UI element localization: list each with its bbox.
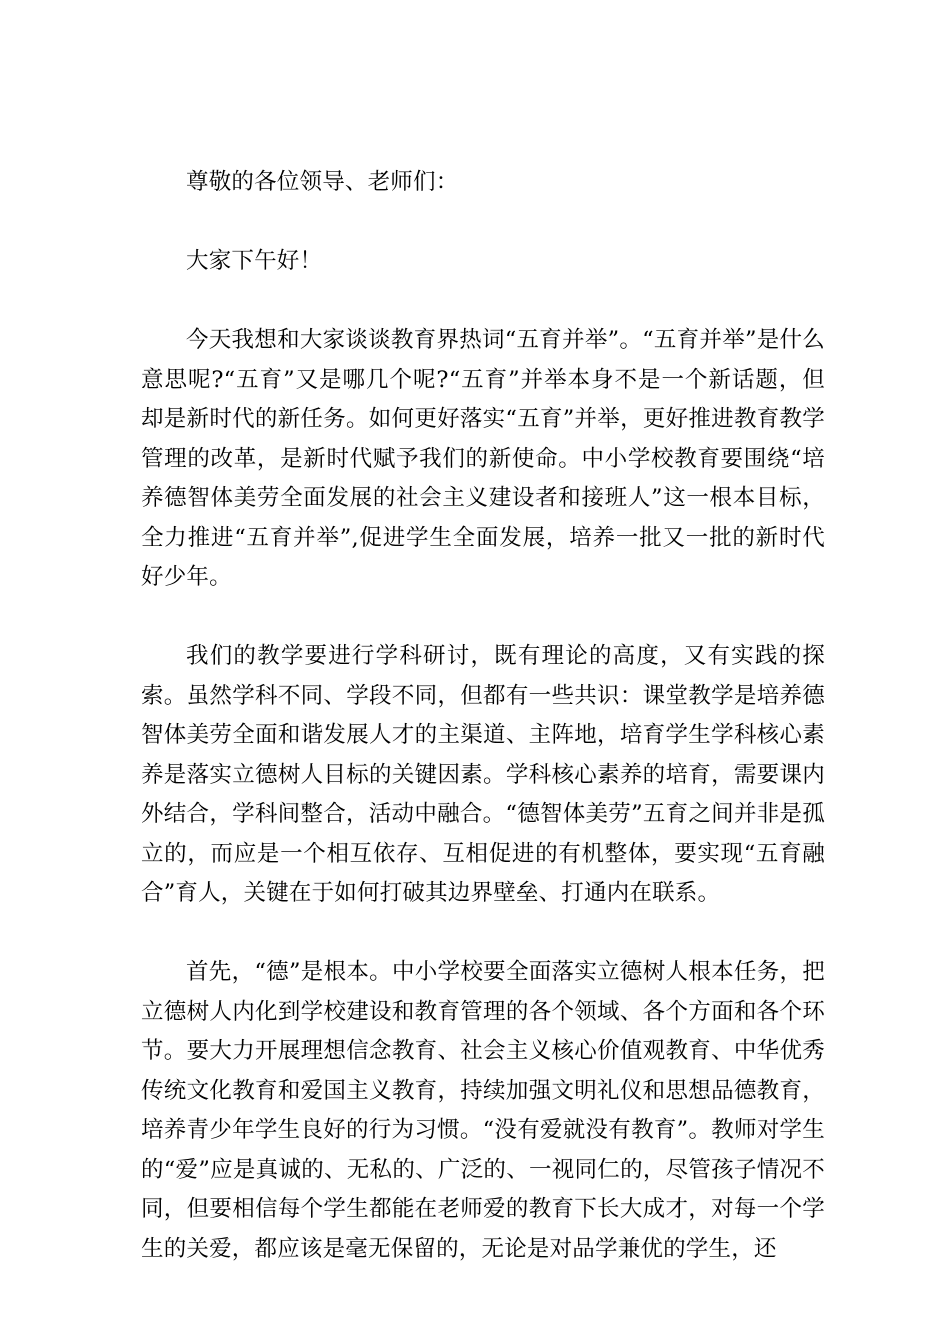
greeting: 大家下午好！ (186, 248, 323, 274)
document-body (141, 163, 825, 1309)
paragraph-teaching: 我们的教学要进行学科研讨，既有理论的高度，又有实践的探索。虽然学科不同、学段不同，但都有一些共识：课堂教学是培养德智体美劳全面和谐发展人才的主渠道、主阵地，培育学生学科核心素养是落实立德树人目标的关键因素。学科核心素养的培育，需要课内外结合，学科间整合，活动中融合。“德智体美劳”五育之间并非是孤立的，而应是一个相互依存、互相促进的有机整体，要实现“五育融合”育人，关键在于如何打破其边界壁垒、打通内在联系。 (141, 643, 825, 906)
paragraph-morality: 首先，“德”是根本。中小学校要全面落实立德树人根本任务，把立德树人内化到学校建设和教育管理的各个领域、各个方面和各个环节。要大力开展理想信念教育、社会主义核心价值观教育、中华优秀传统文化教育和爱国主义教育，持续加强文明礼仪和思想品德教育，培养青少年学生良好的行为习惯。“没有爱就没有教育”。教师对学生的“爱”应是真诚的、无私的、广泛的、一视同仁的，尽管孩子情况不同，但要相信每个学生都能在老师爱的教育下长大成才，对每一个学生的关爱，都应该是毫无保留的，无论是对品学兼优的学生，还 (141, 959, 825, 1262)
salutation: 尊敬的各位领导、老师们： (186, 169, 459, 195)
paragraph-intro: 今天我想和大家谈谈教育界热词“五育并举”。“五育并举”是什么意思呢?“五育”又是哪几个呢?“五育”并举本身不是一个新话题，但却是新时代的新任务。如何更好落实“五育”并举，更好推进教育教学管理的改革，是新时代赋予我们的新使命。中小学校教育要围绕“培养德智体美劳全面发展的社会主义建设者和接班人”这一根本目标，全力推进“五育并举”,促进学生全面发展，培养一批又一批的新时代好少年。 (141, 327, 825, 590)
